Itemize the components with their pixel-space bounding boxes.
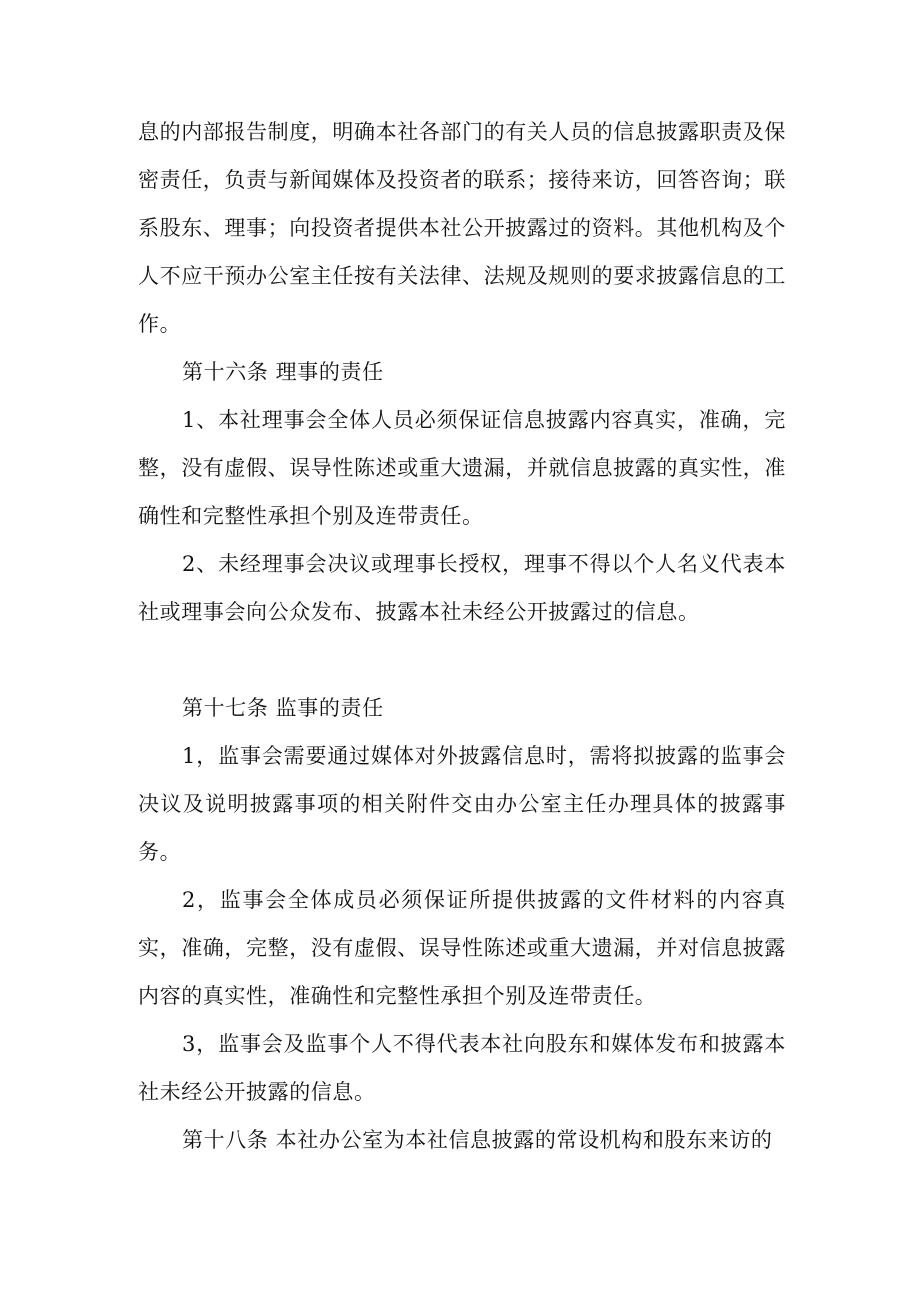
document-body: [138, 108, 786, 1164]
article-16-heading: 第十六条 理事的责任: [182, 360, 384, 384]
article-17-heading: 第十七条 监事的责任: [182, 696, 384, 720]
article-17-clause-1: 1，监事会需要通过媒体对外披露信息时，需将拟披露的监事会决议及说明披露事项的相关附件交由办公室主任办理具体的披露事务。: [138, 744, 786, 864]
article-17-clause-3: 3，监事会及监事个人不得代表本社向股东和媒体发布和披露本社未经公开披露的信息。: [138, 1032, 786, 1104]
paragraph-continuation: 息的内部报告制度，明确本社各部门的有关人员的信息披露职责及保密责任，负责与新闻媒体及投资者的联系；接待来访，回答咨询；联系股东、理事；向投资者提供本社公开披露过的资料。其他机构及个人不应干预办公室主任按有关法律、法规及规则的要求披露信息的工作。: [138, 120, 786, 336]
article-18-heading: 第十八条 本社办公室为本社信息披露的常设机构和股东来访的: [182, 1128, 773, 1152]
article-16-clause-1: 1、本社理事会全体人员必须保证信息披露内容真实，准确，完整，没有虚假、误导性陈述或重大遗漏，并就信息披露的真实性，准确性和完整性承担个别及连带责任。: [138, 408, 786, 528]
article-16-clause-2: 2、未经理事会决议或理事长授权，理事不得以个人名义代表本社或理事会向公众发布、披露本社未经公开披露过的信息。: [138, 552, 786, 624]
blank-line: [138, 636, 786, 684]
article-17-clause-2: 2，监事会全体成员必须保证所提供披露的文件材料的内容真实，准确，完整，没有虚假、误导性陈述或重大遗漏，并对信息披露内容的真实性，准确性和完整性承担个别及连带责任。: [138, 888, 786, 1008]
